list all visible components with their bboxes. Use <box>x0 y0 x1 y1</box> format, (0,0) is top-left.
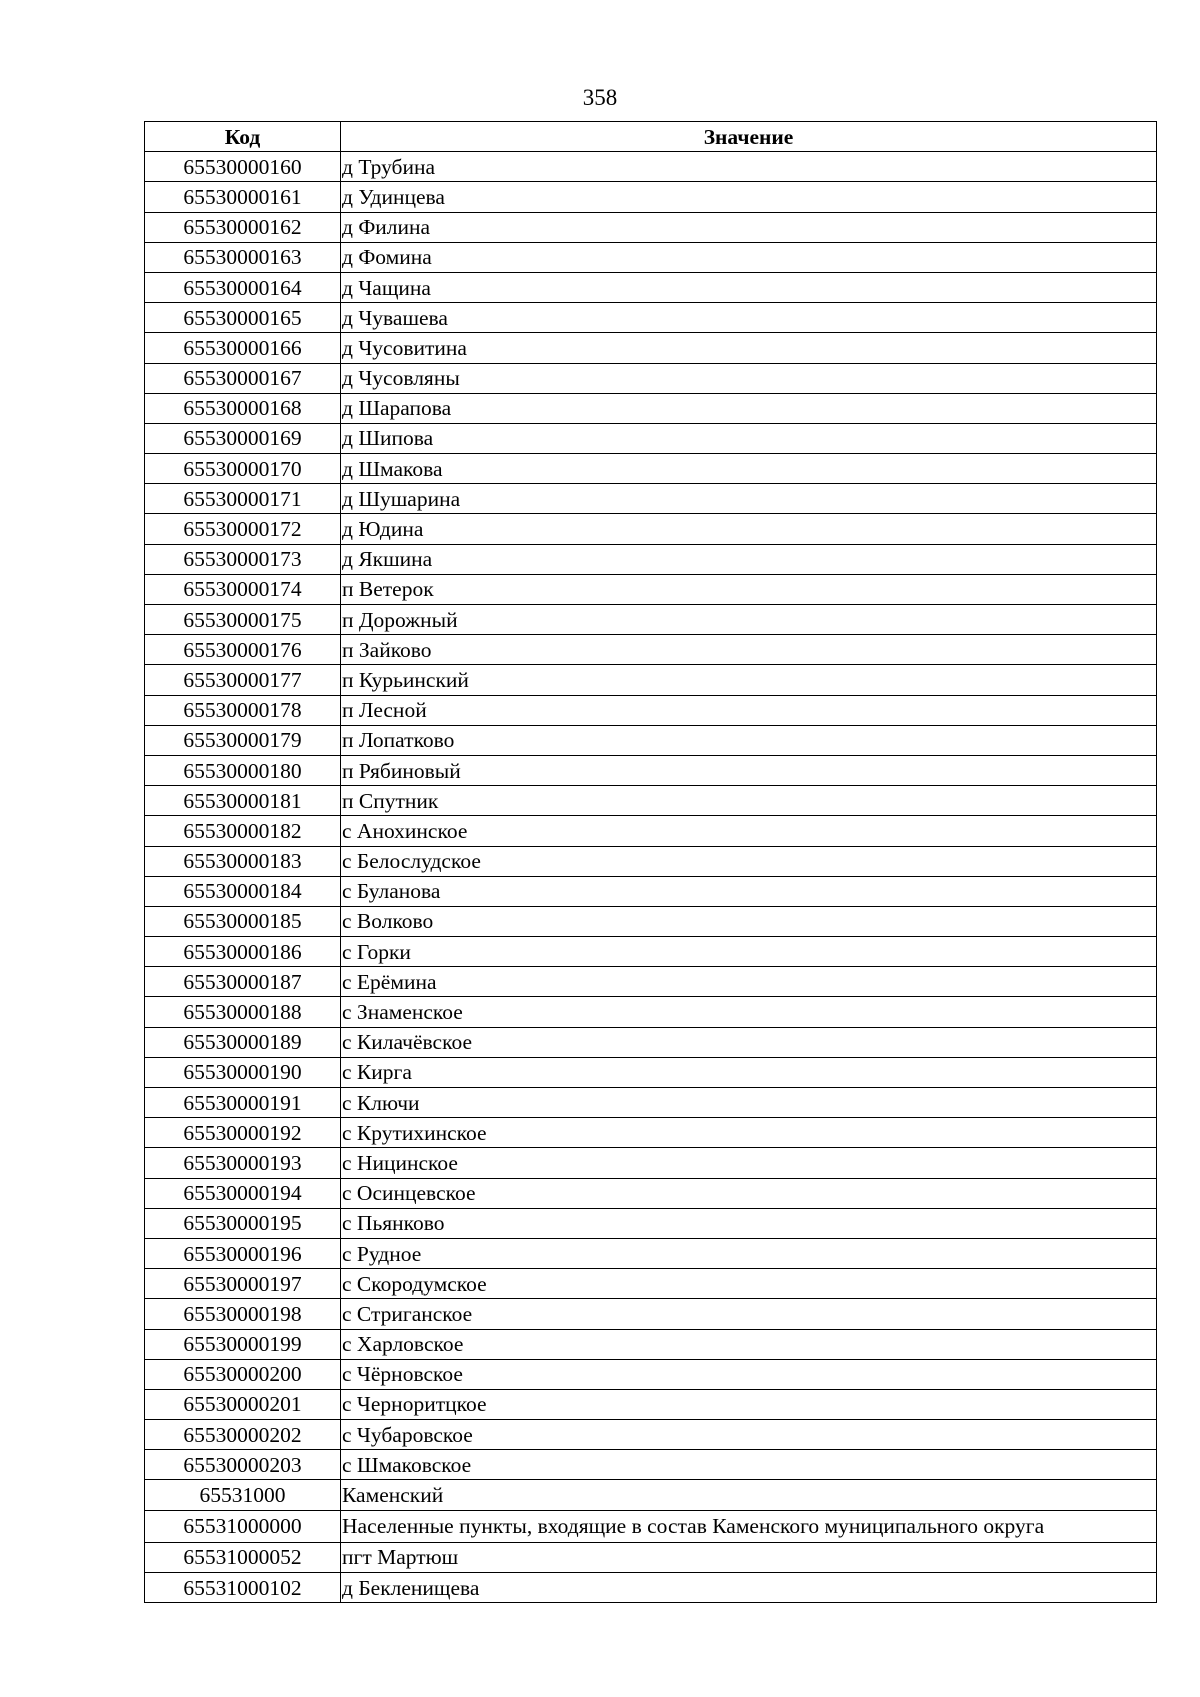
row-code: 65530000177 <box>145 665 341 695</box>
row-value: д Чувашева <box>341 303 1157 333</box>
table-row <box>145 1359 1157 1389</box>
row-value: с Кирга <box>341 1057 1157 1087</box>
row-code: 65530000170 <box>145 454 341 484</box>
table-row <box>145 846 1157 876</box>
row-code: 65530000202 <box>145 1420 341 1450</box>
table-row <box>145 423 1157 453</box>
row-code: 65530000193 <box>145 1148 341 1178</box>
row-value: д Удинцева <box>341 182 1157 212</box>
row-code: 65530000192 <box>145 1118 341 1148</box>
row-code: 65530000164 <box>145 272 341 302</box>
row-value: с Шмаковское <box>341 1450 1157 1480</box>
row-code: 65530000200 <box>145 1359 341 1389</box>
row-value: с Стриганское <box>341 1299 1157 1329</box>
table-row <box>145 1573 1157 1603</box>
table-row <box>145 635 1157 665</box>
row-value: с Ницинское <box>341 1148 1157 1178</box>
header-code: Код <box>145 122 341 152</box>
row-value: д Шипова <box>341 423 1157 453</box>
row-value: п Лесной <box>341 695 1157 725</box>
table-row <box>145 605 1157 635</box>
row-value: с Рудное <box>341 1238 1157 1268</box>
row-value: п Лопатково <box>341 725 1157 755</box>
table-row <box>145 997 1157 1027</box>
table-row <box>145 755 1157 785</box>
row-code: 65530000168 <box>145 393 341 423</box>
header-value: Значение <box>341 122 1157 152</box>
row-value: с Крутихинское <box>341 1118 1157 1148</box>
row-code: 65530000191 <box>145 1088 341 1118</box>
row-code: 65530000198 <box>145 1299 341 1329</box>
row-code: 65530000174 <box>145 574 341 604</box>
row-value: с Буланова <box>341 876 1157 906</box>
table-row <box>145 725 1157 755</box>
row-code: 65530000169 <box>145 423 341 453</box>
row-value: Каменский <box>341 1480 1157 1510</box>
table-row <box>145 1510 1157 1542</box>
row-value: д Трубина <box>341 152 1157 182</box>
table-body <box>145 152 1157 1603</box>
row-code: 65530000183 <box>145 846 341 876</box>
row-code: 65530000203 <box>145 1450 341 1480</box>
table-row <box>145 514 1157 544</box>
row-code: 65530000172 <box>145 514 341 544</box>
row-value: с Волково <box>341 906 1157 936</box>
row-code: 65530000161 <box>145 182 341 212</box>
row-value: с Харловское <box>341 1329 1157 1359</box>
table-row <box>145 1389 1157 1419</box>
row-value: п Ветерок <box>341 574 1157 604</box>
table-row <box>145 1480 1157 1510</box>
row-value: п Дорожный <box>341 605 1157 635</box>
row-value: д Чусовитина <box>341 333 1157 363</box>
row-value: с Знаменское <box>341 997 1157 1027</box>
table-row <box>145 1088 1157 1118</box>
table-row <box>145 454 1157 484</box>
row-value: д Шмакова <box>341 454 1157 484</box>
row-code: 65530000184 <box>145 876 341 906</box>
row-code: 65530000189 <box>145 1027 341 1057</box>
table-row <box>145 242 1157 272</box>
row-code: 65530000178 <box>145 695 341 725</box>
table-row <box>145 937 1157 967</box>
row-value: д Шушарина <box>341 484 1157 514</box>
row-value: с Осинцевское <box>341 1178 1157 1208</box>
table-row <box>145 1118 1157 1148</box>
row-value: с Белослудское <box>341 846 1157 876</box>
row-code: 65531000000 <box>145 1510 341 1542</box>
row-value: п Рябиновый <box>341 755 1157 785</box>
row-value: д Юдина <box>341 514 1157 544</box>
row-code: 65530000176 <box>145 635 341 665</box>
row-code: 65530000162 <box>145 212 341 242</box>
row-value: п Курьинский <box>341 665 1157 695</box>
table-row <box>145 1542 1157 1572</box>
table-row <box>145 272 1157 302</box>
row-code: 65530000179 <box>145 725 341 755</box>
row-code: 65530000201 <box>145 1389 341 1419</box>
table-row <box>145 393 1157 423</box>
page-number: 358 <box>582 85 618 110</box>
row-code: 65530000181 <box>145 786 341 816</box>
table-row <box>145 1057 1157 1087</box>
row-value: с Чубаровское <box>341 1420 1157 1450</box>
table-row <box>145 967 1157 997</box>
row-code: 65530000182 <box>145 816 341 846</box>
row-value: с Скородумское <box>341 1269 1157 1299</box>
table-row <box>145 212 1157 242</box>
row-value: д Чащина <box>341 272 1157 302</box>
row-code: 65530000185 <box>145 906 341 936</box>
table-row <box>145 544 1157 574</box>
row-code: 65530000188 <box>145 997 341 1027</box>
table-row <box>145 1269 1157 1299</box>
row-value: д Бекленищева <box>341 1573 1157 1603</box>
row-code: 65530000190 <box>145 1057 341 1087</box>
table-row <box>145 1208 1157 1238</box>
table-row <box>145 1238 1157 1268</box>
row-value: д Филина <box>341 212 1157 242</box>
table-row <box>145 1450 1157 1480</box>
row-value: с Ключи <box>341 1088 1157 1118</box>
table-row <box>145 303 1157 333</box>
row-value: с Чёрновское <box>341 1359 1157 1389</box>
row-code: 65530000163 <box>145 242 341 272</box>
row-code: 65530000195 <box>145 1208 341 1238</box>
table-row <box>145 665 1157 695</box>
row-code: 65530000173 <box>145 544 341 574</box>
table-row <box>145 1329 1157 1359</box>
table-row <box>145 816 1157 846</box>
table-row <box>145 876 1157 906</box>
row-code: 65530000187 <box>145 967 341 997</box>
row-code: 65531000 <box>145 1480 341 1510</box>
code-table <box>144 121 1157 1603</box>
table-header-row <box>145 122 1157 152</box>
row-value: с Ерёмина <box>341 967 1157 997</box>
row-code: 65531000102 <box>145 1573 341 1603</box>
row-code: 65530000165 <box>145 303 341 333</box>
table-row <box>145 574 1157 604</box>
row-value: пгт Мартюш <box>341 1542 1157 1572</box>
row-code: 65530000160 <box>145 152 341 182</box>
table-row <box>145 695 1157 725</box>
row-code: 65531000052 <box>145 1542 341 1572</box>
table-row <box>145 152 1157 182</box>
row-value: с Пьянково <box>341 1208 1157 1238</box>
row-value: д Якшина <box>341 544 1157 574</box>
table-row <box>145 786 1157 816</box>
row-code: 65530000166 <box>145 333 341 363</box>
table-row <box>145 1178 1157 1208</box>
row-value: с Черноритцкое <box>341 1389 1157 1419</box>
row-code: 65530000194 <box>145 1178 341 1208</box>
table-row <box>145 363 1157 393</box>
row-code: 65530000180 <box>145 755 341 785</box>
row-code: 65530000186 <box>145 937 341 967</box>
row-code: 65530000197 <box>145 1269 341 1299</box>
table-row <box>145 1027 1157 1057</box>
table-row <box>145 1148 1157 1178</box>
row-value: с Горки <box>341 937 1157 967</box>
row-code: 65530000171 <box>145 484 341 514</box>
row-value: с Килачёвское <box>341 1027 1157 1057</box>
row-code: 65530000199 <box>145 1329 341 1359</box>
table-row <box>145 484 1157 514</box>
table-row <box>145 182 1157 212</box>
row-value: п Зайково <box>341 635 1157 665</box>
row-value: Населенные пункты, входящие в состав Каменского муниципального округа <box>341 1510 1157 1542</box>
row-value: д Фомина <box>341 242 1157 272</box>
row-code: 65530000167 <box>145 363 341 393</box>
row-value: п Спутник <box>341 786 1157 816</box>
row-value: д Шарапова <box>341 393 1157 423</box>
table-row <box>145 906 1157 936</box>
row-code: 65530000196 <box>145 1238 341 1268</box>
row-value: д Чусовляны <box>341 363 1157 393</box>
table-row <box>145 333 1157 363</box>
row-code: 65530000175 <box>145 605 341 635</box>
table-row <box>145 1299 1157 1329</box>
row-value: с Анохинское <box>341 816 1157 846</box>
table-row <box>145 1420 1157 1450</box>
